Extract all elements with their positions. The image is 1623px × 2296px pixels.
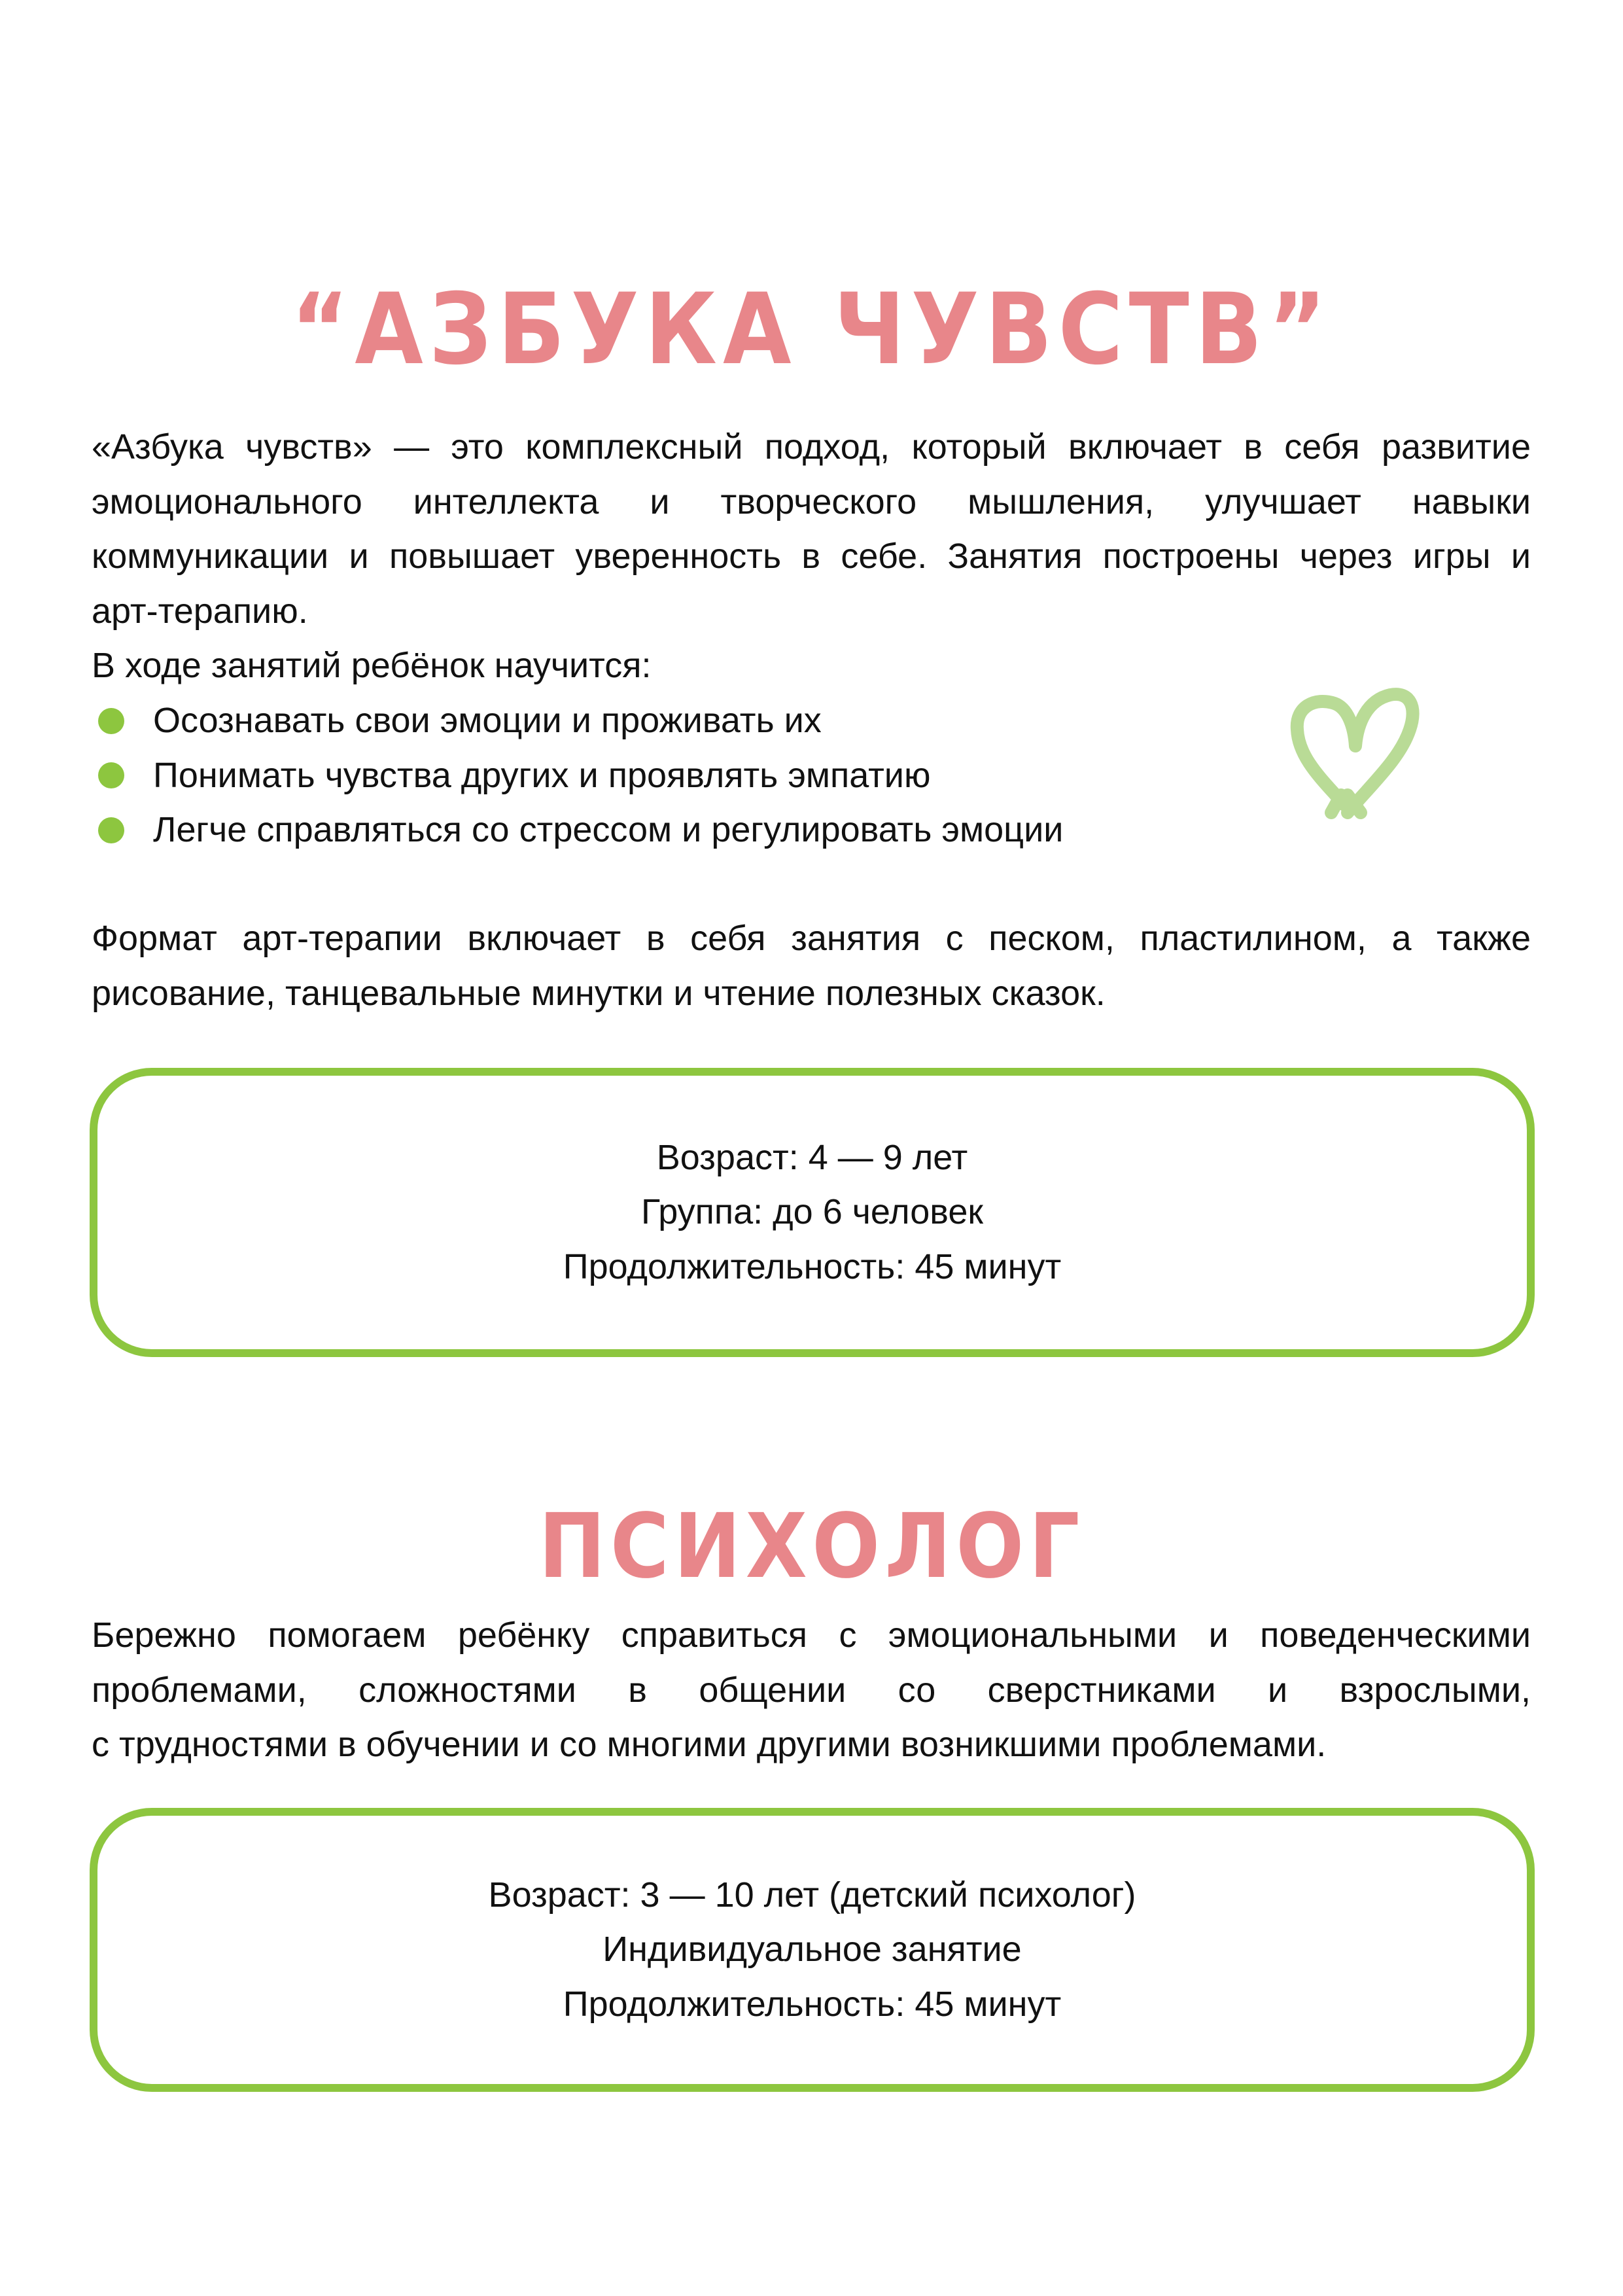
info-group: Группа: до 6 человек (641, 1192, 983, 1232)
heart-icon (1279, 667, 1429, 824)
info-box-azbuka (90, 1068, 1535, 1357)
list-item (98, 803, 1063, 858)
intro-line: арт-терапию. (92, 591, 308, 631)
format-paragraph (92, 911, 1531, 1021)
psychologist-paragraph (92, 1608, 1531, 1773)
bullet-dot-icon (98, 762, 124, 788)
info-format: Индивидуальное занятие (602, 1930, 1022, 1969)
info-duration: Продолжительность: 45 минут (563, 1246, 1062, 1286)
list-item (98, 694, 1063, 749)
learn-list (98, 694, 1063, 858)
intro-line: «Азбука чувств» — это комплексный подход, который включает в себя развитие (92, 427, 1531, 467)
info-box-psychologist (90, 1808, 1535, 2092)
bullet-dot-icon (98, 708, 124, 734)
learn-heading: В ходе занятий ребёнок научится: (92, 646, 652, 685)
bullet-dot-icon (98, 817, 124, 843)
list-item-label: Легче справляться со стрессом и регулировать эмоции (153, 810, 1064, 849)
intro-line: коммуникации и повышает уверенность в себе. Занятия построены через игры и (92, 537, 1531, 576)
intro-paragraph (92, 420, 1531, 639)
list-item-label: Понимать чувства других и проявлять эмпатию (153, 755, 931, 795)
desc-line: проблемами, сложностями в общении со сверстниками и взрослыми, (92, 1670, 1531, 1710)
list-item-label: Осознавать свои эмоции и проживать их (153, 701, 822, 740)
info-duration: Продолжительность: 45 минут (563, 1984, 1062, 2024)
list-item (98, 749, 1063, 804)
desc-line: с трудностями в обучении и со многими другими возникшими проблемами. (92, 1725, 1327, 1764)
format-line: Формат арт-терапии включает в себя занятия с песком, пластилином, а также (92, 919, 1531, 958)
intro-line: эмоционального интеллекта и творческого мышления, улучшает навыки (92, 482, 1531, 521)
format-line: рисование, танцевальные минутки и чтение полезных сказок. (92, 973, 1106, 1013)
section-title-azbuka: “АЗБУКА ЧУВСТВ” (290, 272, 1333, 387)
desc-line: Бережно помогаем ребёнку справиться с эмоциональными и поведенческими (92, 1616, 1531, 1655)
section-title-psychologist: ПСИХОЛОГ (538, 1495, 1085, 1599)
info-age: Возраст: 4 — 9 лет (656, 1137, 968, 1177)
info-age: Возраст: 3 — 10 лет (детский психолог) (488, 1875, 1136, 1915)
